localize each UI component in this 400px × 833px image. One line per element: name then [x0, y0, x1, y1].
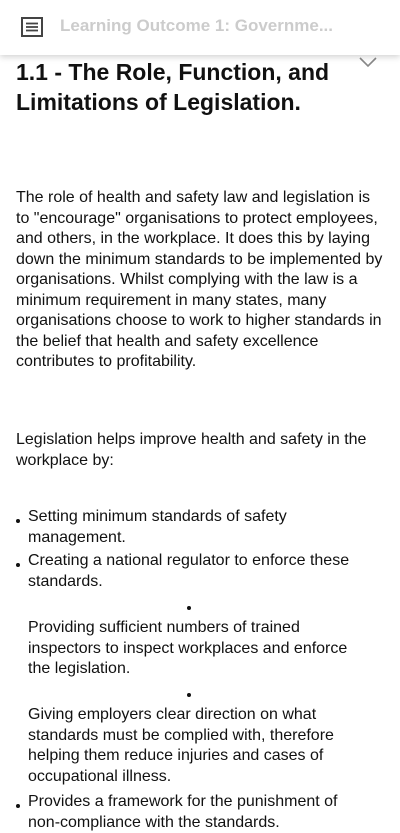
- menu-list-icon[interactable]: [18, 14, 46, 40]
- list-item-text: Creating a national regulator to enforce these standards.: [28, 552, 350, 590]
- page-title: Learning Outcome 1: Governme...: [60, 16, 334, 35]
- list-item-text: Giving employers clear direction on what standards must be complied with, therefore helping them reduce injuries and cases of occupational illness.: [28, 706, 334, 785]
- bullet-dot: [187, 606, 191, 610]
- chevron-down-icon[interactable]: [359, 55, 377, 69]
- list-item-text: Providing sufficient numbers of trained inspectors to inspect workplaces and enforce the legislation.: [28, 619, 348, 677]
- intro-paragraph: The role of health and safety law and legislation is to "encourage" organisations to protect employees, and others, in the workplace. It does this by laying down the minimum standards to be implemented by organisations. Whilst complying with the law is a minimum requirement in many states, many organisations choose to work to higher standards in the belief that health and safety excellence contributes to profitability.: [16, 189, 383, 370]
- top-app-bar: [0, 0, 400, 55]
- list-item-text: Setting minimum standards of safety management.: [28, 508, 287, 546]
- list-item-text: Provides a framework for the punishment of non-compliance with the standards.: [28, 793, 338, 831]
- bullet-dot: [187, 693, 191, 697]
- bullet-dot: [16, 804, 20, 808]
- bullet-dot: [16, 519, 20, 523]
- bullet-dot: [16, 563, 20, 567]
- list-intro-paragraph: Legislation helps improve health and safety in the workplace by:: [16, 431, 367, 469]
- section-title: 1.1 - The Role, Function, and Limitations of Legislation.: [16, 59, 330, 115]
